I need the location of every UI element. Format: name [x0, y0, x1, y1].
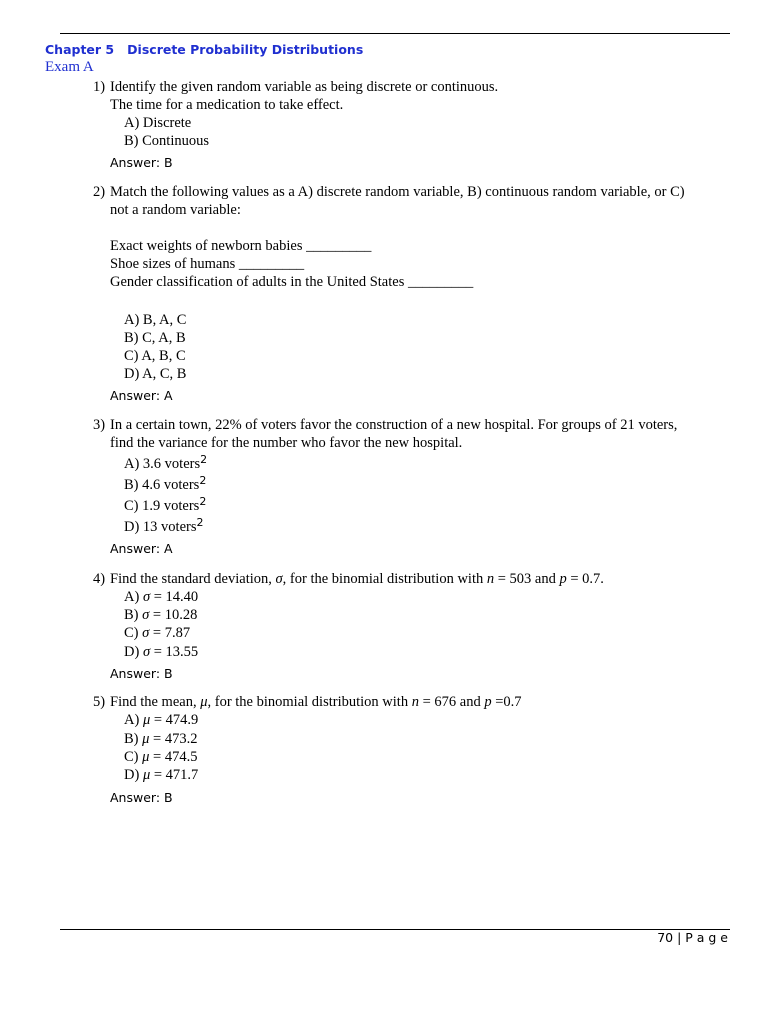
mu-symbol: μ — [200, 694, 208, 710]
choice-letter: A) — [124, 712, 140, 728]
sigma-symbol: σ — [275, 571, 283, 587]
superscript: 2 — [196, 516, 204, 529]
answer-line — [110, 387, 173, 405]
text-part: = 0.7. — [566, 571, 604, 587]
choice: C) A, B, C — [124, 348, 186, 364]
choice: A) B, A, C — [124, 312, 187, 328]
sigma-symbol: σ — [142, 589, 151, 605]
choice-value: = 10.28 — [152, 607, 198, 623]
answer-value: B — [164, 666, 173, 681]
choice-text: A) 3.6 voters — [124, 456, 201, 472]
choice — [124, 730, 197, 748]
question-text: The time for a medication to take effect. — [110, 97, 344, 113]
answer-label: Answer: — [110, 388, 161, 403]
exam-heading: Exam A — [45, 59, 94, 75]
bottom-rule — [60, 929, 730, 930]
text-part: Find the mean, — [110, 694, 201, 710]
question-text: Match the following values as a A) discrete random variable, B) continuous random variable, or C) — [110, 184, 685, 200]
question-text: not a random variable: — [110, 202, 241, 218]
question-text: Identify the given random variable as being discrete or continuous. — [110, 79, 499, 95]
choice — [124, 497, 206, 516]
answer-line — [110, 789, 173, 807]
choice — [124, 711, 198, 729]
answer-value: B — [164, 790, 173, 805]
choice-letter: B) — [124, 607, 139, 623]
choice-value: = 13.55 — [153, 644, 199, 660]
n-variable: n — [486, 571, 495, 587]
choice-letter: B) — [124, 731, 139, 747]
choice — [124, 643, 198, 661]
answer-label: Answer: — [110, 155, 161, 170]
text-part: = 503 and — [494, 571, 560, 587]
choice-text: B) 4.6 voters — [124, 477, 200, 493]
mu-symbol: μ — [142, 767, 151, 783]
text-part: Find the standard deviation, — [110, 571, 276, 587]
choice — [124, 624, 190, 642]
choice: D) A, C, B — [124, 366, 187, 382]
question-text — [110, 570, 604, 588]
choice — [124, 766, 198, 784]
choice-value: = 7.87 — [152, 625, 191, 641]
mu-symbol: μ — [142, 712, 151, 728]
answer-label: Answer: — [110, 790, 161, 805]
sigma-symbol: σ — [142, 644, 151, 660]
choice — [124, 588, 198, 606]
sigma-symbol: σ — [142, 607, 150, 623]
question-number: 4) — [93, 571, 106, 587]
choice-value: = 474.9 — [153, 712, 199, 728]
match-item: Shoe sizes of humans _________ — [110, 256, 305, 272]
question-number: 3) — [93, 417, 106, 433]
choice — [124, 518, 204, 537]
n-variable: n — [411, 694, 419, 710]
choice-text: D) 13 voters — [124, 519, 197, 535]
choice: A) Discrete — [124, 115, 192, 131]
page-number: 70 | P a g e — [657, 930, 728, 945]
choice: B) C, A, B — [124, 330, 186, 346]
text-part: =0.7 — [491, 694, 522, 710]
choice — [124, 476, 206, 495]
question-number: 1) — [93, 79, 106, 95]
superscript: 2 — [199, 474, 207, 487]
choice-letter: A) — [124, 589, 140, 605]
choice-letter: D) — [124, 767, 140, 783]
text-part: = 676 and — [418, 694, 485, 710]
choice-letter: C) — [124, 749, 139, 765]
question-text: In a certain town, 22% of voters favor the construction of a new hospital. For groups of 21 voters, — [110, 417, 678, 433]
answer-label: Answer: — [110, 541, 161, 556]
mu-symbol: μ — [142, 731, 150, 747]
choice: B) Continuous — [124, 133, 209, 149]
answer-value: A — [164, 541, 173, 556]
text-part: , for the binomial distribution with — [282, 571, 487, 587]
question-text: find the variance for the number who favor the new hospital. — [110, 435, 463, 451]
choice-value: = 14.40 — [153, 589, 199, 605]
choice — [124, 455, 207, 474]
question-number: 5) — [93, 694, 106, 710]
match-item: Gender classification of adults in the United States _________ — [110, 274, 474, 290]
mu-symbol: μ — [142, 749, 150, 765]
sigma-symbol: σ — [142, 625, 150, 641]
question-number: 2) — [93, 184, 106, 200]
choice — [124, 606, 197, 624]
superscript: 2 — [200, 453, 208, 466]
question-text — [110, 693, 522, 711]
p-variable: p — [484, 694, 492, 710]
choice-letter: C) — [124, 625, 139, 641]
match-item: Exact weights of newborn babies _________ — [110, 238, 372, 254]
top-rule — [60, 33, 730, 34]
choice-value: = 471.7 — [153, 767, 199, 783]
choice-text: C) 1.9 voters — [124, 498, 200, 514]
superscript: 2 — [199, 495, 207, 508]
chapter-heading: Chapter 5 Discrete Probability Distributions — [45, 42, 364, 57]
answer-line — [110, 665, 173, 683]
answer-value: A — [164, 388, 173, 403]
answer-value: B — [164, 155, 173, 170]
text-part: , for the binomial distribution with — [207, 694, 412, 710]
choice-value: = 474.5 — [153, 749, 198, 765]
choice-letter: D) — [124, 644, 140, 660]
choice-value: = 473.2 — [153, 731, 198, 747]
answer-line — [110, 540, 173, 558]
p-variable: p — [559, 571, 567, 587]
choice — [124, 748, 197, 766]
answer-line — [110, 154, 173, 172]
answer-label: Answer: — [110, 666, 161, 681]
